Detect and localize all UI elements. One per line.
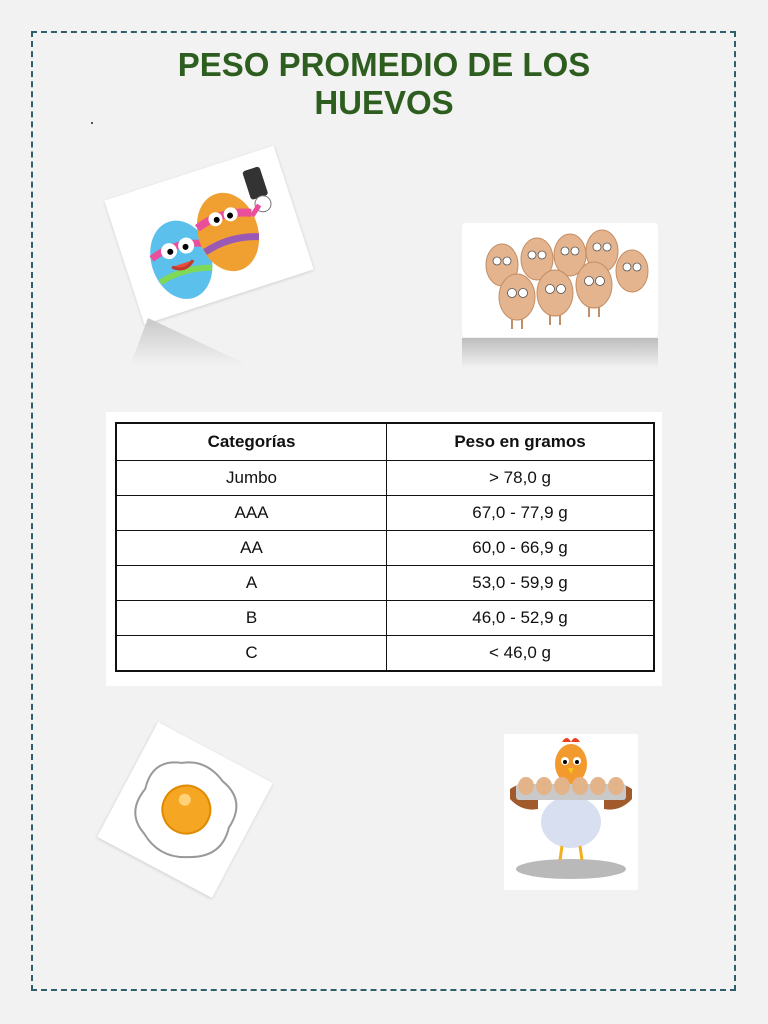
category-cell: A: [116, 566, 387, 601]
egg-weight-table-container: [106, 412, 662, 686]
title-line-2: HUEVOS: [314, 84, 454, 121]
stray-dot: [91, 122, 93, 124]
category-cell: B: [116, 601, 387, 636]
egg-weight-table: [115, 422, 655, 672]
table-header-row: [116, 423, 654, 461]
weight-cell: < 46,0 g: [387, 636, 655, 672]
table-row: [116, 496, 654, 531]
egg-group-icon: [462, 223, 658, 337]
weight-cell: > 78,0 g: [387, 461, 655, 496]
title-line-1: PESO PROMEDIO DE LOS: [177, 46, 591, 83]
header-weight: Peso en gramos: [387, 423, 655, 461]
table-row: [116, 636, 654, 672]
table-row: [116, 461, 654, 496]
weight-cell: 46,0 - 52,9 g: [387, 601, 655, 636]
weight-cell: 67,0 - 77,9 g: [387, 496, 655, 531]
category-cell: AAA: [116, 496, 387, 531]
weight-cell: 53,0 - 59,9 g: [387, 566, 655, 601]
table-row: [116, 566, 654, 601]
hen-with-egg-tray-icon: [504, 734, 638, 890]
category-cell: AA: [116, 531, 387, 566]
table-row: [116, 531, 654, 566]
category-cell: Jumbo: [116, 461, 387, 496]
table-row: [116, 601, 654, 636]
weight-cell: 60,0 - 66,9 g: [387, 531, 655, 566]
header-categories: Categorías: [116, 423, 387, 461]
category-cell: C: [116, 636, 387, 672]
egg-group-reflection: [462, 338, 658, 368]
page-title: [0, 46, 768, 122]
